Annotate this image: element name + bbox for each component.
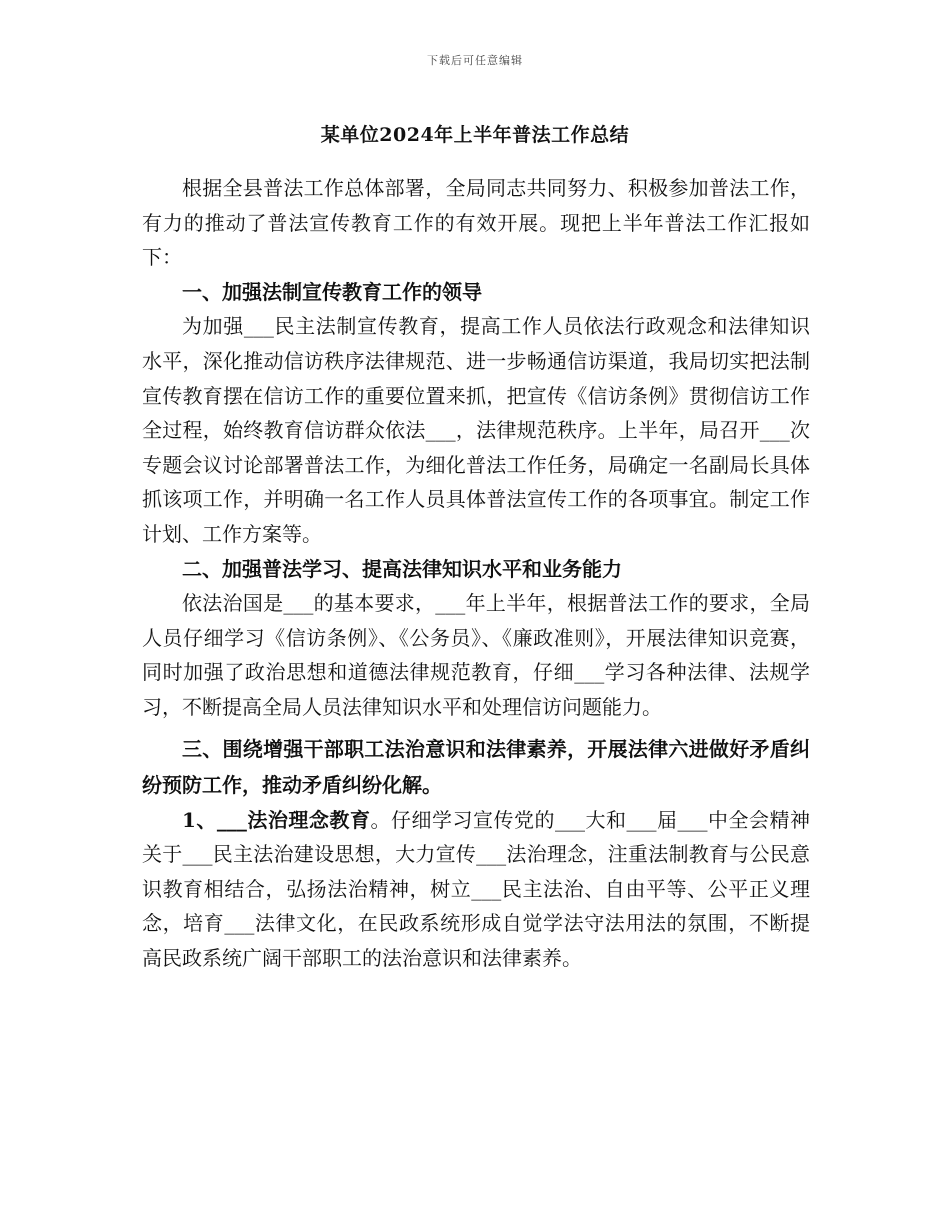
section-2-heading: 二、加强普法学习、提高法律知识水平和业务能力 xyxy=(182,556,622,581)
section-3-item-1-paragraph xyxy=(142,803,810,976)
page-header-note: 下载后可任意编辑 xyxy=(427,54,523,67)
intro-paragraph: 根据全县普法工作总体部署，全局同志共同努力、积极参加普法工作，有力的推动了普法宣传教育工作的有效开展。现把上半年普法工作汇报如下： xyxy=(142,176,810,270)
section-3-heading: 三、围绕增强干部职工法治意识和法律素养，开展法律六进做好矛盾纠纷预防工作，推动矛盾纠纷化解。 xyxy=(142,736,810,797)
section-2-paragraph: 依法治国是___的基本要求，___年上半年，根据普法工作的要求，全局人员仔细学习《信访条例》、《公务员》、《廉政准则》，开展法律知识竞赛，同时加强了政治思想和道德法律规范教育，仔细___学习各种法律、法规学习，不断提高全局人员法律知识水平和处理信访问题能力。 xyxy=(142,591,810,719)
document-title: 某单位2024年上半年普法工作总结 xyxy=(320,124,630,146)
section-1-heading: 一、加强法制宣传教育工作的领导 xyxy=(182,279,482,304)
document-body xyxy=(142,171,810,975)
section-1-paragraph: 为加强___民主法制宣传教育，提高工作人员依法行政观念和法律知识水平，深化推动信访秩序法律规范、进一步畅通信访渠道，我局切实把法制宣传教育摆在信访工作的重要位置来抓，把宣传《信访条例》贯彻信访工作全过程，始终教育信访群众依法___，法律规范秩序。上半年，局召开___次专题会议讨论部署普法工作，为细化普法工作任务，局确定一名副局长具体抓该项工作，并明确一名工作人员具体普法宣传工作的各项事宜。制定工作计划、工作方案等。 xyxy=(142,314,810,546)
item-1-body: 。仔细学习宣传党的___大和___届___中全会精神关于___民主法治建设思想，大力宣传___法治理念，注重法制教育与公民意识教育相结合，弘扬法治精神，树立___民主法治、自由平等、公平正义理念，培育___法律文化，在民政系统形成自觉学法守法用法的氛围，不断提高民政系统广阔干部职工的法治意识和法律素养。 xyxy=(142,807,811,970)
item-1-lead: 1、___法治理念教育 xyxy=(182,807,371,832)
